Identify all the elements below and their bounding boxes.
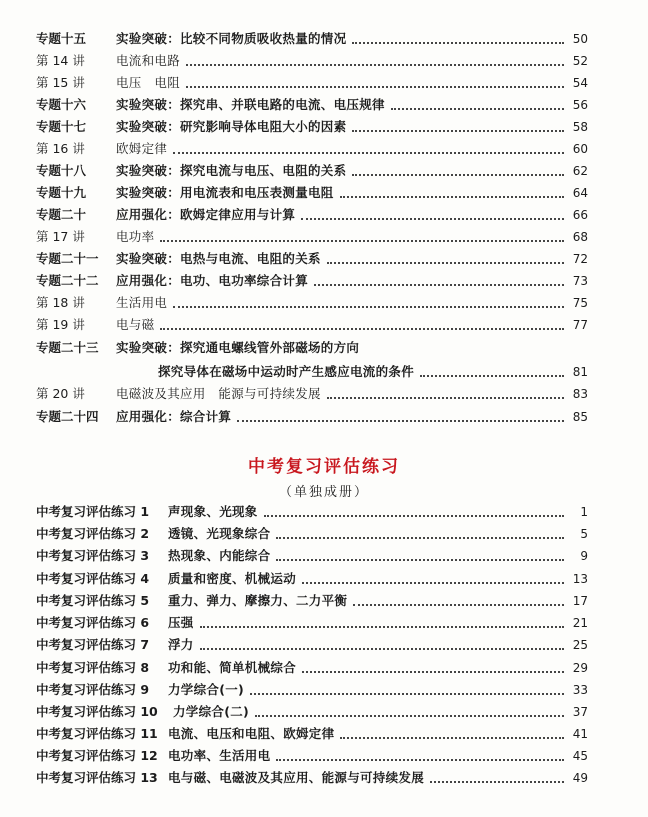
exercise-title: 压强 [168, 615, 194, 630]
exercise-page-number: 9 [580, 549, 588, 563]
toc-title: 应用强化：综合计算 [116, 409, 232, 424]
exercise-label: 中考复习评估练习 3 [36, 548, 150, 563]
leader-dots [302, 670, 564, 673]
leader-dots [340, 195, 564, 198]
toc-label: 第 18 讲 [36, 295, 85, 310]
exercise-page-number: 5 [580, 527, 588, 541]
toc-title: 电与磁 [116, 317, 155, 332]
leader-dots [327, 261, 564, 264]
exercise-row[interactable] [36, 500, 588, 520]
toc-page-number: 77 [572, 318, 588, 332]
toc-row[interactable] [158, 360, 588, 380]
toc-page-number: 56 [572, 98, 588, 112]
toc-page-number: 60 [572, 142, 588, 156]
toc-page-number: 58 [572, 120, 588, 134]
toc-row[interactable] [36, 181, 588, 201]
toc-label: 第 14 讲 [36, 53, 85, 68]
toc-row[interactable] [36, 71, 588, 91]
leader-dots [340, 736, 564, 739]
toc-label: 专题二十二 [36, 273, 99, 288]
exercise-title: 重力、弹力、摩擦力、二力平衡 [168, 593, 348, 608]
exercise-title: 热现象、内能综合 [168, 548, 271, 563]
toc-row[interactable] [36, 49, 588, 69]
toc-label: 第 15 讲 [36, 75, 85, 90]
toc-page-number: 83 [572, 387, 588, 401]
toc-label: 第 17 讲 [36, 229, 85, 244]
toc-label: 专题二十四 [36, 409, 99, 424]
leader-dots [302, 581, 564, 584]
leader-dots [200, 647, 564, 650]
exercise-row[interactable] [36, 589, 588, 609]
toc-row[interactable] [36, 291, 588, 311]
leader-dots [255, 714, 564, 717]
toc-label: 第 16 讲 [36, 141, 85, 156]
toc-title: 实验突破：比较不同物质吸收热量的情况 [116, 31, 347, 46]
toc-row[interactable] [36, 405, 588, 425]
exercise-row[interactable] [36, 544, 588, 564]
toc-page-number: 66 [572, 208, 588, 222]
toc-row[interactable] [36, 137, 588, 157]
toc-label: 专题二十三 [36, 340, 99, 355]
leader-dots [420, 374, 564, 377]
exercise-title: 质量和密度、机械运动 [168, 571, 297, 586]
toc-label: 专题十九 [36, 185, 87, 200]
toc-title: 实验突破：电热与电流、电阻的关系 [116, 251, 321, 266]
exercise-label: 中考复习评估练习 1 [36, 504, 150, 519]
exercise-row[interactable] [36, 656, 588, 676]
toc-title: 生活用电 [116, 295, 168, 310]
toc-page-number: 50 [572, 32, 588, 46]
toc-title: 实验突破：探究电流与电压、电阻的关系 [116, 163, 347, 178]
exercise-row[interactable] [36, 700, 588, 720]
exercise-title: 电流、电压和电阻、欧姆定律 [168, 726, 335, 741]
toc-title: 电磁波及其应用 能源与可持续发展 [116, 386, 321, 401]
exercise-label: 中考复习评估练习 7 [36, 637, 150, 652]
toc-label: 第 19 讲 [36, 317, 85, 332]
toc-label: 专题十五 [36, 31, 87, 46]
toc-row[interactable] [36, 93, 588, 113]
leader-dots [237, 419, 564, 422]
exercise-title: 功和能、简单机械综合 [168, 660, 297, 675]
exercise-page-number: 1 [580, 505, 588, 519]
exercise-label: 中考复习评估练习 5 [36, 593, 150, 608]
exercise-label: 中考复习评估练习 6 [36, 615, 150, 630]
toc-label: 专题十六 [36, 97, 87, 112]
leader-dots [352, 129, 564, 132]
exercise-title: 力学综合(一) [168, 682, 245, 697]
leader-dots [276, 558, 564, 561]
exercise-page-number: 21 [572, 616, 588, 630]
exercise-row[interactable] [36, 744, 588, 764]
exercise-page-number: 17 [572, 594, 588, 608]
toc-page-number: 81 [572, 365, 588, 379]
exercise-row[interactable] [36, 567, 588, 587]
exercise-title: 电功率、生活用电 [168, 748, 271, 763]
leader-dots [186, 85, 564, 88]
leader-dots [173, 151, 564, 154]
exercise-label: 中考复习评估练习 13 [36, 770, 158, 785]
exercise-label: 中考复习评估练习 8 [36, 660, 150, 675]
exercise-title: 电与磁、电磁波及其应用、能源与可持续发展 [168, 770, 425, 785]
exercise-title: 浮力 [168, 637, 194, 652]
exercise-label: 中考复习评估练习 2 [36, 526, 150, 541]
exercise-title: 声现象、光现象 [168, 504, 258, 519]
exercise-label: 中考复习评估练习 10 [36, 704, 158, 719]
toc-row[interactable] [36, 247, 588, 267]
toc-page-number: 68 [572, 230, 588, 244]
exercise-row[interactable] [36, 722, 588, 742]
leader-dots [430, 780, 564, 783]
exercise-page-number: 49 [572, 771, 588, 785]
exercise-title: 透镜、光现象综合 [168, 526, 271, 541]
leader-dots [264, 514, 564, 517]
exercise-page-number: 37 [572, 705, 588, 719]
exercise-label: 中考复习评估练习 12 [36, 748, 158, 763]
toc-page-number: 62 [572, 164, 588, 178]
exercise-label: 中考复习评估练习 11 [36, 726, 158, 741]
toc-title: 欧姆定律 [116, 141, 168, 156]
toc-page-number: 72 [572, 252, 588, 266]
toc-title: 电功率 [116, 229, 155, 244]
toc-row[interactable] [36, 27, 588, 47]
leader-dots [160, 239, 564, 242]
leader-dots [353, 603, 564, 606]
toc-page-number: 73 [572, 274, 588, 288]
toc-row[interactable] [36, 313, 588, 333]
toc-title: 实验突破：研究影响导体电阻大小的因素 [116, 119, 347, 134]
leader-dots [276, 758, 564, 761]
leader-dots [314, 283, 564, 286]
toc-row[interactable] [36, 225, 588, 245]
exercise-title: 力学综合(二) [173, 704, 250, 719]
toc-label: 专题十八 [36, 163, 87, 178]
section-subtitle: （单独成册） [278, 485, 369, 500]
toc-label: 第 20 讲 [36, 386, 85, 401]
toc-title: 应用强化：电功、电功率综合计算 [116, 273, 309, 288]
leader-dots [173, 305, 564, 308]
toc-label: 专题十七 [36, 119, 87, 134]
leader-dots [200, 625, 564, 628]
toc-page-number: 54 [572, 76, 588, 90]
exercise-page-number: 25 [572, 638, 588, 652]
exercise-page-number: 29 [572, 661, 588, 675]
leader-dots [391, 107, 564, 110]
toc-row[interactable] [36, 159, 588, 179]
toc-row[interactable] [36, 203, 588, 223]
toc-title: 实验突破：探究串、并联电路的电流、电压规律 [116, 97, 385, 112]
exercise-row[interactable] [36, 522, 588, 542]
leader-dots [250, 692, 564, 695]
toc-row[interactable] [36, 382, 588, 402]
toc-page-number: 52 [572, 54, 588, 68]
exercise-row[interactable] [36, 678, 588, 698]
exercise-row[interactable] [36, 766, 588, 786]
exercise-page-number: 33 [572, 683, 588, 697]
leader-dots [352, 41, 564, 44]
toc-row[interactable] [36, 115, 588, 135]
toc-page-number: 64 [572, 186, 588, 200]
leader-dots [160, 327, 564, 330]
toc-row[interactable] [36, 269, 588, 289]
leader-dots [276, 536, 564, 539]
section-title: 中考复习评估练习 [248, 457, 400, 477]
toc-title: 电流和电路 [116, 53, 181, 68]
toc-title: 探究导体在磁场中运动时产生感应电流的条件 [158, 364, 415, 379]
toc-title: 应用强化：欧姆定律应用与计算 [116, 207, 296, 222]
toc-title: 实验突破：用电流表和电压表测量电阻 [116, 185, 334, 200]
exercise-label: 中考复习评估练习 4 [36, 571, 150, 586]
exercise-row[interactable] [36, 611, 588, 631]
leader-dots [186, 63, 564, 66]
toc-page-number: 75 [572, 296, 588, 310]
exercise-label: 中考复习评估练习 9 [36, 682, 150, 697]
leader-dots [327, 396, 564, 399]
toc-title: 电压 电阻 [116, 75, 181, 90]
exercise-page-number: 45 [572, 749, 588, 763]
leader-dots [301, 217, 564, 220]
exercise-page-number: 13 [572, 572, 588, 586]
exercise-row[interactable] [36, 633, 588, 653]
toc-label: 专题二十 [36, 207, 87, 222]
leader-dots [352, 173, 564, 176]
toc-page-number: 85 [572, 410, 588, 424]
exercise-page-number: 41 [572, 727, 588, 741]
toc-row[interactable] [36, 336, 588, 356]
toc-label: 专题二十一 [36, 251, 99, 266]
toc-title: 实验突破：探究通电螺线管外部磁场的方向 [116, 340, 360, 355]
